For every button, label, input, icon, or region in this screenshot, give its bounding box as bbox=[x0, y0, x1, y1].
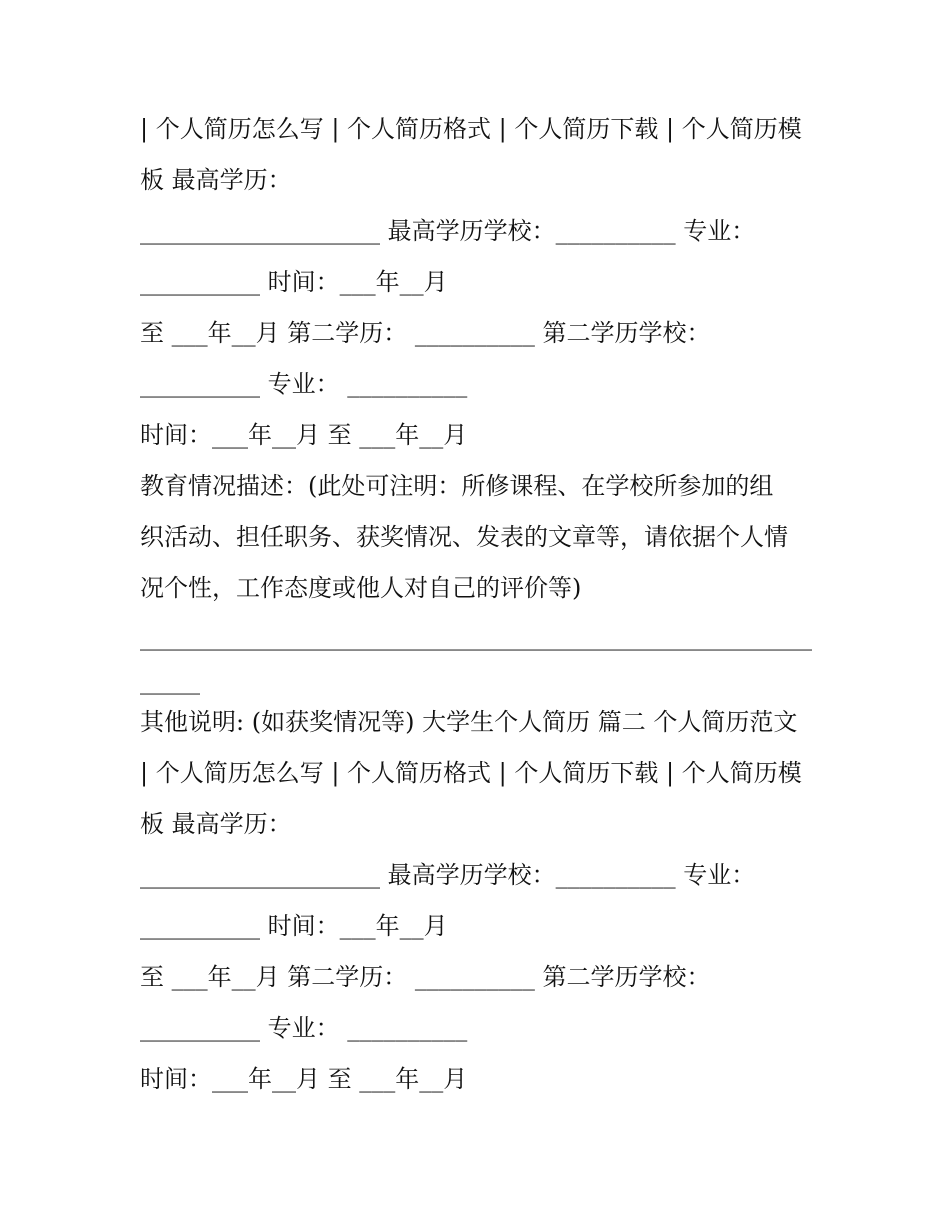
text-line: 板 最高学历： bbox=[140, 166, 292, 194]
text-line: ____________________ 最高学历学校：__________ 专业： bbox=[140, 217, 756, 245]
text-line: 其他说明: (如获奖情况等) 大学生个人简历 篇二 个人简历范文 bbox=[140, 708, 798, 736]
text-line: 教育情况描述：(此处可注明：所修课程、在学校所参加的组 bbox=[140, 472, 774, 500]
text-line: ____________________ 最高学历学校：__________ 专业： bbox=[140, 861, 756, 889]
text-line: 况个性，工作态度或他人对自己的评价等) bbox=[140, 574, 582, 602]
text-line: | 个人简历怎么写 | 个人简历格式 | 个人简历下载 | 个人简历模 bbox=[140, 759, 802, 787]
text-line: 至 ___年__月 第二学历： __________ 第二学历学校： bbox=[140, 319, 711, 347]
text-line: ________________________________________________________ bbox=[140, 623, 812, 651]
text-line: __________ 专业： __________ bbox=[140, 1014, 468, 1042]
text-line: 至 ___年__月 第二学历： __________ 第二学历学校： bbox=[140, 963, 711, 991]
text-line: __________ 专业： __________ bbox=[140, 370, 468, 398]
text-line: 织活动、担任职务、获奖情况、发表的文章等，请依据个人情 bbox=[140, 523, 788, 551]
text-line: 时间：___年__月 至 ___年__月 bbox=[140, 421, 468, 449]
text-line: __________ 时间：___年__月 bbox=[140, 268, 448, 296]
text-line: 时间：___年__月 至 ___年__月 bbox=[140, 1065, 468, 1093]
text-line: __________ 时间：___年__月 bbox=[140, 912, 448, 940]
text-line: 板 最高学历： bbox=[140, 810, 292, 838]
text-line: _____ bbox=[140, 667, 200, 695]
text-line: | 个人简历怎么写 | 个人简历格式 | 个人简历下载 | 个人简历模 bbox=[140, 115, 802, 143]
